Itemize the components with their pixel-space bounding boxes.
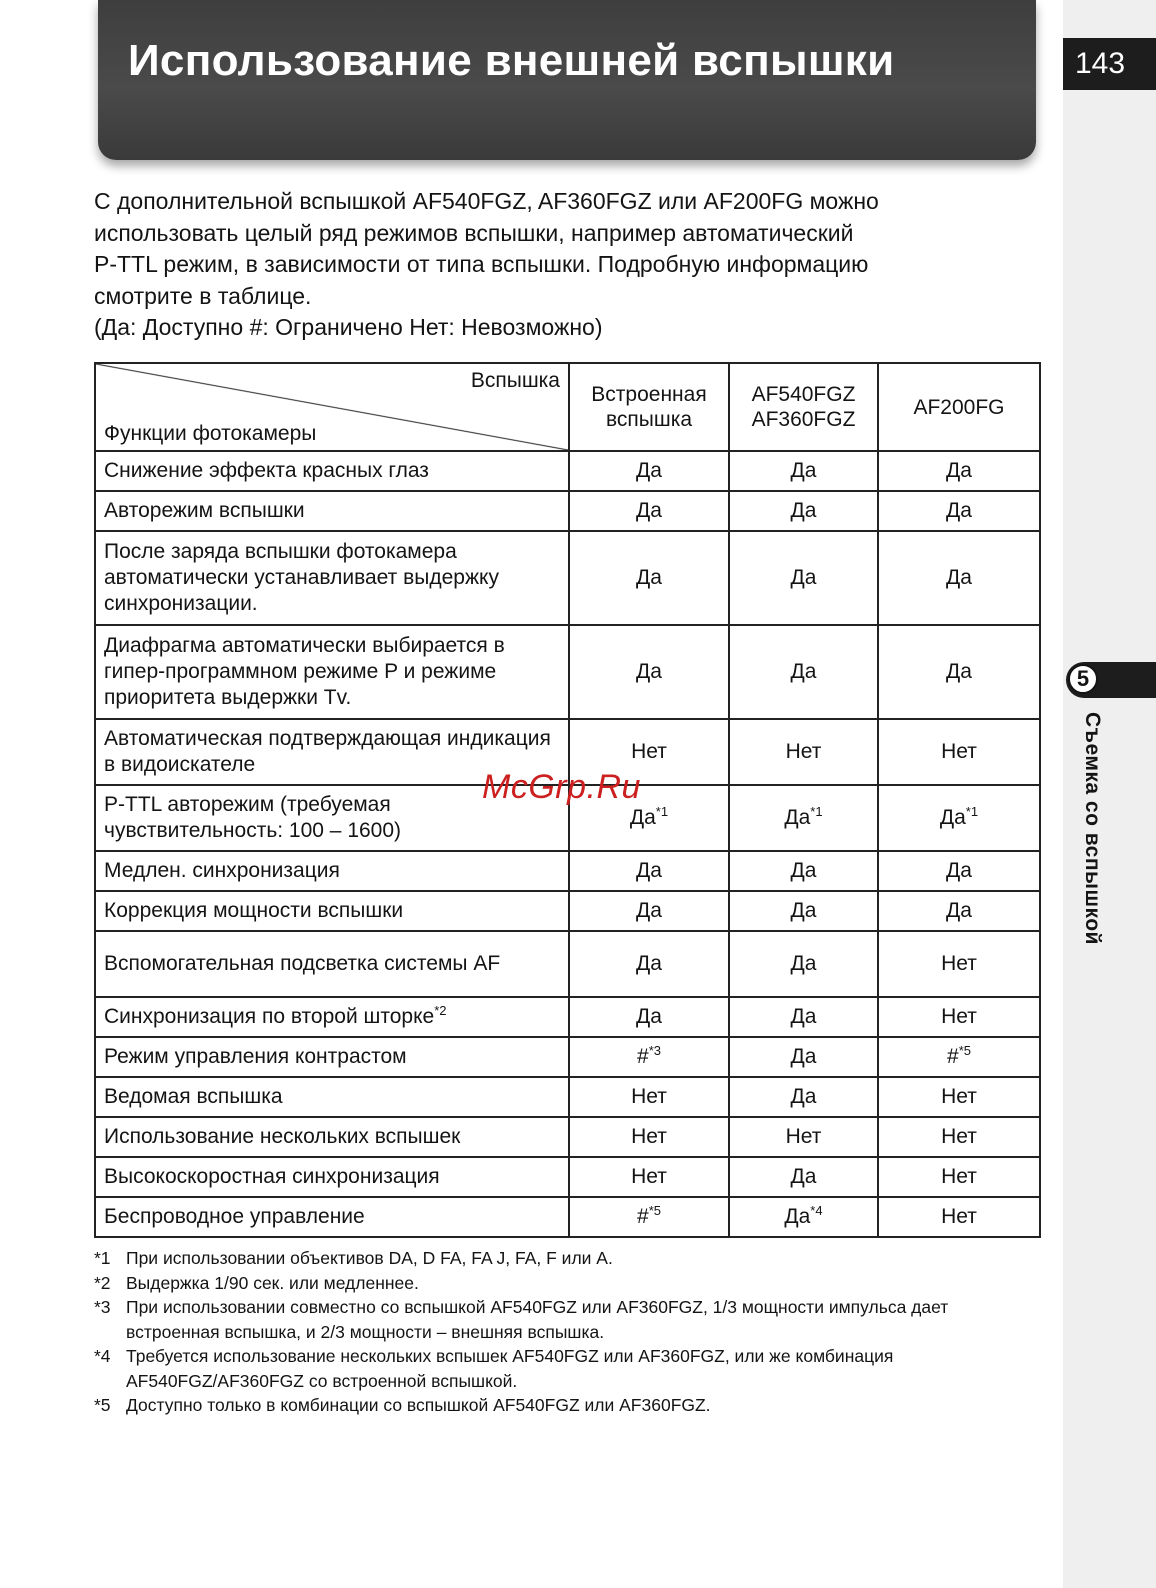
value-cell: Да xyxy=(878,531,1040,625)
table-header-row xyxy=(95,363,1040,451)
value-cell: Да xyxy=(729,931,878,997)
value-cell: Да xyxy=(729,531,878,625)
value-cell: Да xyxy=(878,451,1040,491)
table-row xyxy=(95,931,1040,997)
footnote-ref: *1 xyxy=(655,804,669,819)
function-cell: Режим управления контрастом xyxy=(95,1037,569,1077)
value-cell: Да xyxy=(569,531,729,625)
intro-line: использовать целый ряд режимов вспышки, например автоматический xyxy=(94,219,854,246)
value-cell: Нет xyxy=(878,1157,1040,1197)
intro-legend: (Да: Доступно #: Ограничено Нет: Невозможно) xyxy=(94,314,603,340)
intro-line: P-TTL режим, в зависимости от типа вспышки. Подробную информацию xyxy=(94,251,869,277)
function-cell: Вспомогательная подсветка системы AF xyxy=(95,931,569,997)
footnote-ref: *1 xyxy=(810,804,823,819)
footnote-ref: *2 xyxy=(434,1003,447,1018)
table-row xyxy=(95,1117,1040,1157)
footnote-ref: *4 xyxy=(810,1203,823,1218)
function-cell: Автоматическая подтверждающая индикация в видоискателе xyxy=(95,719,569,785)
value-cell: Да xyxy=(878,625,1040,719)
corner-label-functions: Функции фотокамеры xyxy=(104,422,317,445)
side-strip xyxy=(1063,0,1156,1588)
value-cell: Да xyxy=(729,891,878,931)
chapter-title: Съемка со вспышкой xyxy=(1081,712,1104,945)
value-cell: #$^{*3}$ xyxy=(569,1037,729,1077)
footnote-mark: *4 xyxy=(94,1346,111,1366)
footnote-text: Выдержка 1/90 сек. или медленнее. xyxy=(126,1272,419,1293)
value-cell: Да xyxy=(569,625,729,719)
value-cell: Да xyxy=(729,491,878,531)
intro-paragraph xyxy=(94,186,1034,344)
function-cell: Высокоскоростная синхронизация xyxy=(95,1157,569,1197)
footnote-item xyxy=(94,1295,1034,1344)
footnote-ref: *5 xyxy=(648,1203,661,1218)
value-cell: #$^{*5}$ xyxy=(569,1197,729,1237)
table-row xyxy=(95,1157,1040,1197)
value-cell: Да xyxy=(729,1077,878,1117)
footnote-mark: *5 xyxy=(94,1395,111,1415)
footnote-ref: *5 xyxy=(958,1043,971,1058)
footnote-item xyxy=(94,1271,1034,1296)
footnote-ref: *3 xyxy=(648,1043,661,1058)
footnote-text: Доступно только в комбинации со вспышкой AF540FGZ или AF360FGZ. xyxy=(126,1395,711,1415)
value-cell: Да xyxy=(729,1157,878,1197)
value-cell: Нет xyxy=(569,1157,729,1197)
table-row xyxy=(95,891,1040,931)
value-cell: Да xyxy=(729,851,878,891)
value-cell: Да xyxy=(878,491,1040,531)
table-row xyxy=(95,997,1040,1037)
value-cell: $Да^{*1}$ xyxy=(569,785,729,851)
function-cell: Синхронизация по второй шторке$^{*2}$ xyxy=(95,997,569,1037)
table-row xyxy=(95,1037,1040,1077)
value-cell: Да xyxy=(569,931,729,997)
table-corner-cell xyxy=(95,363,569,451)
footnote-mark: *2 xyxy=(94,1272,111,1293)
value-cell: Нет xyxy=(878,997,1040,1037)
value-cell: Нет xyxy=(878,719,1040,785)
value-cell: $Да^{*1}$ xyxy=(729,785,878,851)
function-cell: P-TTL авторежим (требуемая чувствительность: 100 – 1600) xyxy=(95,785,569,851)
function-cell: Ведомая вспышка xyxy=(95,1077,569,1117)
footnote-text: При использовании объективов DA, D FA, FA J, FA, F или A. xyxy=(126,1248,613,1268)
value-cell: #$^{*5}$ xyxy=(878,1037,1040,1077)
table-row xyxy=(95,851,1040,891)
value-cell: Нет xyxy=(569,1117,729,1157)
footnote-mark: *1 xyxy=(94,1248,111,1268)
value-cell: Да xyxy=(569,997,729,1037)
chapter-number-badge: 5 xyxy=(1068,664,1098,694)
column-header-af200: AF200FG xyxy=(878,363,1040,451)
page-title: Использование внешней вспышки xyxy=(128,36,895,85)
value-cell: Да xyxy=(729,997,878,1037)
footnote-text: При использовании совместно со вспышкой AF540FGZ или AF360FGZ, 1/3 мощности импульса дает встроенная вспышка, и 2/3 мощности – внешняя вспышка. xyxy=(126,1297,949,1342)
intro-line: С дополнительной вспышкой AF540FGZ, AF360FGZ или AF200FG можно xyxy=(94,188,879,214)
table-row xyxy=(95,451,1040,491)
function-cell: Авторежим вспышки xyxy=(95,491,569,531)
column-header-af540-af360: AF540FGZ AF360FGZ xyxy=(729,363,878,451)
value-cell: Да xyxy=(878,891,1040,931)
table-row xyxy=(95,1077,1040,1117)
value-cell: Нет xyxy=(729,1117,878,1157)
function-cell: После заряда вспышки фотокамера автоматически устанавливает выдержку синхронизации. xyxy=(95,531,569,625)
value-cell: Да xyxy=(569,851,729,891)
function-cell: Диафрагма автоматически выбирается в гипер-программном режиме P и режиме приоритета выдержки Tv. xyxy=(95,625,569,719)
value-cell: $Да^{*1}$ xyxy=(878,785,1040,851)
footnote-item xyxy=(94,1393,1034,1418)
value-cell: Нет xyxy=(878,1117,1040,1157)
value-cell: Нет xyxy=(878,931,1040,997)
value-cell: Нет xyxy=(729,719,878,785)
value-cell: Нет xyxy=(878,1077,1040,1117)
table-row xyxy=(95,491,1040,531)
value-cell: Нет xyxy=(569,719,729,785)
function-cell: Беспроводное управление xyxy=(95,1197,569,1237)
table-row xyxy=(95,531,1040,625)
function-cell: Использование нескольких вспышек xyxy=(95,1117,569,1157)
function-cell: Коррекция мощности вспышки xyxy=(95,891,569,931)
value-cell: Да xyxy=(729,451,878,491)
value-cell: Да xyxy=(569,891,729,931)
intro-line: смотрите в таблице. xyxy=(94,282,312,309)
value-cell: Нет xyxy=(878,1197,1040,1237)
footnote-text: Требуется использование нескольких вспышек AF540FGZ или AF360FGZ, или же комбинация AF540FGZ/AF360FGZ со встроенной вспышкой. xyxy=(126,1346,894,1391)
table-body xyxy=(95,451,1040,1237)
table-row xyxy=(95,1197,1040,1237)
table-row xyxy=(95,625,1040,719)
footnote-item xyxy=(94,1246,1034,1271)
value-cell: Да xyxy=(569,491,729,531)
function-cell: Снижение эффекта красных глаз xyxy=(95,451,569,491)
footnotes xyxy=(94,1246,1034,1418)
value-cell: Да xyxy=(729,1037,878,1077)
column-header-built-in: Встроенная вспышка xyxy=(569,363,729,451)
value-cell: Да xyxy=(569,451,729,491)
footnote-mark: *3 xyxy=(94,1297,111,1317)
value-cell: Да xyxy=(729,625,878,719)
value-cell: Да xyxy=(878,851,1040,891)
function-cell: Медлен. синхронизация xyxy=(95,851,569,891)
footnote-ref: *1 xyxy=(965,804,979,819)
value-cell: Нет xyxy=(569,1077,729,1117)
page-number: 143 xyxy=(1063,38,1156,90)
footnote-item xyxy=(94,1344,1034,1393)
watermark: McGrp.Ru xyxy=(482,768,641,806)
value-cell: $Да^{*4}$ xyxy=(729,1197,878,1237)
corner-label-flash: Вспышка xyxy=(470,369,560,392)
